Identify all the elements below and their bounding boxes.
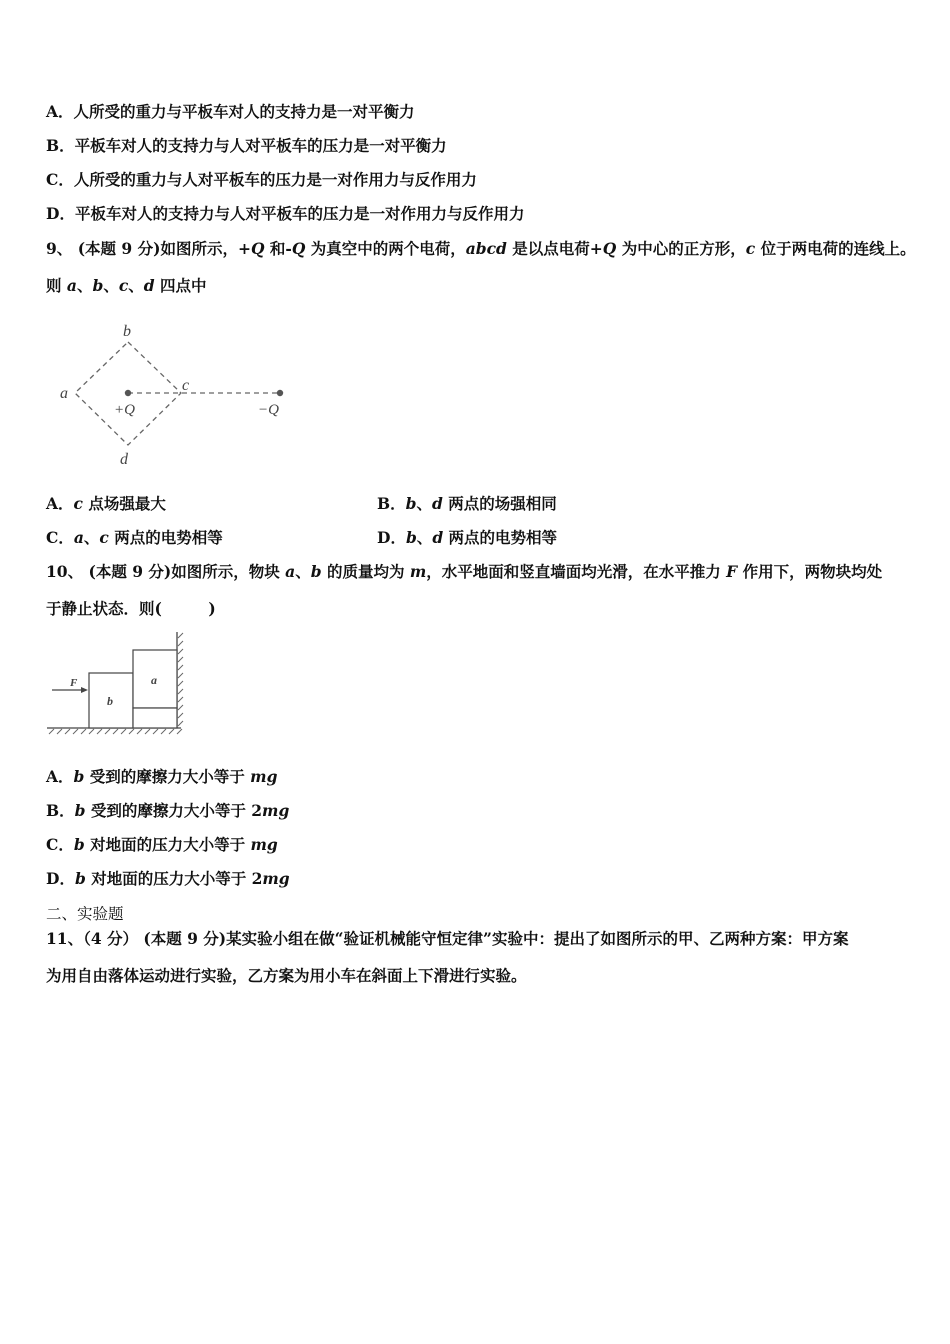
q10-option-d: D．b 对地面的压力大小等于 2mg xyxy=(46,869,290,888)
block-lower-right xyxy=(133,708,177,728)
q10-blocks-diagram xyxy=(44,630,186,738)
q9-stem-line1: 9、 (本题 9 分)如图所示，+Q 和-Q 为真空中的两个电荷，abcd 是以点电荷+Q 为中心的正方形，c 位于两电荷的连线上。 xyxy=(46,239,916,258)
label-c: c xyxy=(182,377,190,394)
q8-option-d: D．平板车对人的支持力与人对平板车的压力是一对作用力与反作用力 xyxy=(46,204,525,223)
label-block-b: b xyxy=(107,694,113,708)
negative-charge-dot xyxy=(277,390,283,396)
label-positive-q: +Q xyxy=(114,402,135,418)
q9-option-d: D．b、d 两点的电势相等 xyxy=(377,528,558,547)
q11-stem-line1: 11、（4 分） (本题 9 分)某实验小组在做“验证机械能守恒定律”实验中：提出了如图所示的甲、乙两种方案：甲方案 xyxy=(46,929,849,948)
positive-charge-dot xyxy=(125,390,131,396)
label-block-a: a xyxy=(151,673,157,687)
label-negative-q: −Q xyxy=(258,402,279,418)
q8-option-b: B．平板车对人的支持力与人对平板车的压力是一对平衡力 xyxy=(46,136,447,155)
q10-stem-line1: 10、 (本题 9 分)如图所示，物块 a、b 的质量均为 m，水平地面和竖直墙面均光滑，在水平推力 F 作用下，两物块均处 xyxy=(46,562,883,581)
q10-option-a: A．b 受到的摩擦力大小等于 mg xyxy=(46,767,278,786)
q10-option-b: B．b 受到的摩擦力大小等于 2mg xyxy=(46,801,290,820)
q10-stem-line2: 于静止状态．则( ) xyxy=(46,599,216,618)
q9-stem-line2: 则 a、b、c、d 四点中 xyxy=(46,276,207,295)
q9-option-b: B．b、d 两点的场强相同 xyxy=(377,494,557,513)
q9-option-c: C．a、c 两点的电势相等 xyxy=(46,528,223,547)
label-b: b xyxy=(123,323,131,340)
q11-stem-line2: 为用自由落体运动进行实验，乙方案为用小车在斜面上下滑进行实验。 xyxy=(46,966,527,985)
label-d: d xyxy=(120,451,128,468)
q10-option-c: C．b 对地面的压力大小等于 mg xyxy=(46,835,278,854)
q9-charge-diagram xyxy=(50,318,310,470)
label-a: a xyxy=(60,385,68,402)
q8-option-c: C．人所受的重力与人对平板车的压力是一对作用力与反作用力 xyxy=(46,170,477,189)
q9-option-a: A．c 点场强最大 xyxy=(46,494,166,513)
q8-option-a: A．人所受的重力与平板车对人的支持力是一对平衡力 xyxy=(46,102,415,121)
section-title-experiment: 二、实验题 xyxy=(46,905,124,923)
label-force-f: F xyxy=(70,677,78,689)
